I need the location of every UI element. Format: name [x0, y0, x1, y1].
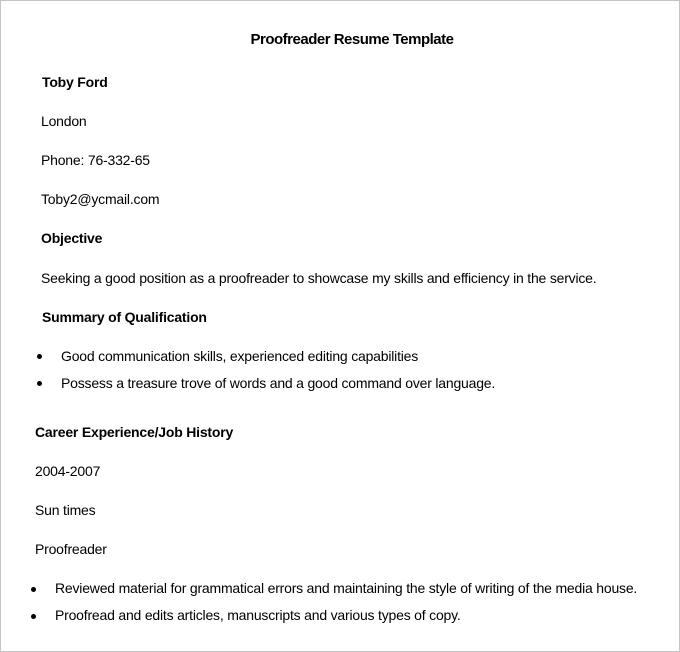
- objective-heading: Objective: [41, 230, 103, 246]
- job-period: 2004-2007: [35, 463, 101, 479]
- email: Toby2@ycmail.com: [41, 191, 160, 207]
- summary-heading: Summary of Qualification: [42, 309, 207, 325]
- document-title: Proofreader Resume Template: [250, 31, 454, 48]
- phone: Phone: 76-332-65: [41, 152, 150, 168]
- job-company: Sun times: [35, 502, 96, 518]
- bullet-icon: [37, 381, 42, 386]
- bullet-icon: [37, 354, 42, 359]
- city: London: [41, 113, 87, 129]
- objective-text: Seeking a good position as a proofreader to showcase my skills and efficiency in the service.: [41, 270, 597, 286]
- career-item: Reviewed material for grammatical errors and maintaining the style of writing of the media house.: [55, 580, 638, 596]
- bullet-icon: [31, 587, 36, 592]
- candidate-name: Toby Ford: [42, 74, 108, 90]
- bullet-icon: [31, 614, 36, 619]
- career-item: Proofread and edits articles, manuscripts and various types of copy.: [55, 607, 461, 623]
- job-role: Proofreader: [35, 541, 107, 557]
- career-heading: Career Experience/Job History: [35, 424, 234, 440]
- summary-item: Good communication skills, experienced editing capabilities: [61, 348, 419, 364]
- summary-item: Possess a treasure trove of words and a good command over language.: [61, 375, 496, 391]
